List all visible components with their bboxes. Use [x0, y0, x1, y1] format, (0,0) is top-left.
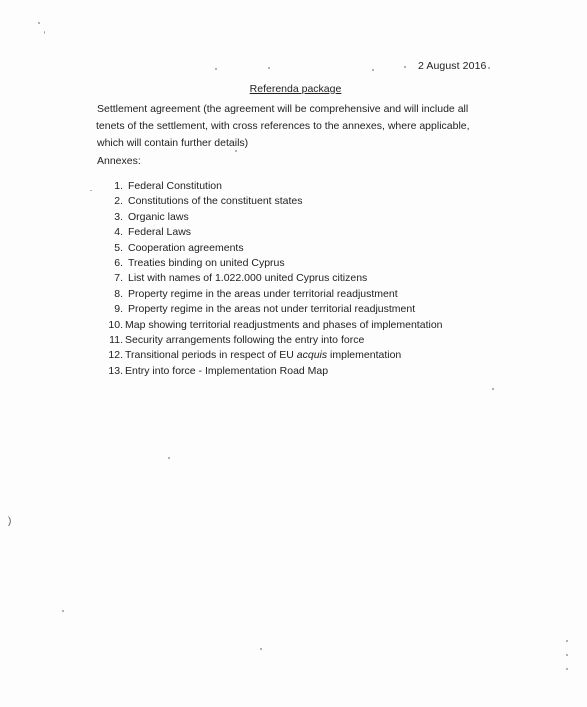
annex-text: Federal Constitution — [128, 180, 222, 192]
scan-speck — [62, 610, 64, 612]
scan-speck — [235, 150, 237, 152]
scan-speck — [404, 66, 406, 68]
annex-item — [104, 225, 443, 240]
annex-number: 3. — [114, 210, 123, 223]
scan-speck — [566, 668, 568, 670]
annex-number: 10. — [108, 318, 123, 331]
scan-speck — [566, 640, 568, 642]
scan-speck — [90, 190, 92, 191]
annexes-heading: Annexes: — [97, 155, 141, 167]
annex-text: Constitutions of the constituent states — [128, 195, 303, 208]
annex-text-italic: acquis — [296, 349, 328, 362]
annex-item — [104, 271, 443, 286]
annex-number: 1. — [114, 180, 123, 192]
annex-text: Entry into force - Implementation Road Map — [125, 364, 329, 377]
annex-number: 7. — [114, 272, 123, 285]
annex-number: 11. — [109, 333, 123, 346]
scan-speck — [566, 654, 568, 656]
annex-number: 6. — [114, 256, 123, 269]
annex-number: 4. — [114, 226, 123, 239]
scan-speck — [488, 67, 490, 69]
annex-text: Property regime in the areas under territorial readjustment — [128, 287, 398, 300]
scan-speck — [492, 388, 494, 390]
annex-text: Property regime in the areas not under territorial readjustment — [128, 303, 416, 316]
annex-item — [104, 364, 443, 379]
annex-item — [104, 302, 443, 317]
scan-speck — [372, 69, 374, 71]
annex-item — [104, 318, 443, 333]
annex-item — [104, 194, 443, 209]
annex-number: 9. — [114, 303, 123, 316]
annex-text: List with names of 1.022.000 united Cyprus citizens — [128, 272, 368, 285]
annex-text: Transitional periods in respect of EU — [125, 349, 297, 362]
intro-paragraph — [97, 101, 497, 152]
annex-text: Federal Laws — [128, 226, 192, 239]
margin-mark: ) — [8, 516, 12, 527]
annex-list — [104, 179, 443, 379]
annex-item — [104, 256, 443, 271]
document-title: Referenda package — [249, 83, 342, 95]
annex-text: Security arrangements following the entry into force — [125, 333, 365, 346]
scan-speck — [260, 648, 262, 650]
annex-number: 12. — [108, 349, 123, 362]
annex-text: Map showing territorial readjustments and phases of implementation — [125, 318, 443, 331]
intro-line: Settlement agreement (the agreement will be comprehensive and will include all — [97, 103, 469, 115]
annex-number: 8. — [114, 287, 123, 300]
intro-line: which will contain further details) — [97, 137, 249, 149]
scan-speck — [38, 22, 40, 24]
annex-text: implementation — [327, 349, 402, 362]
annex-text: Treaties binding on united Cyprus — [128, 256, 285, 269]
annex-item — [104, 241, 443, 256]
annex-item — [104, 210, 443, 225]
annex-item — [104, 348, 443, 363]
annex-number: 13. — [108, 364, 123, 377]
scan-speck — [268, 67, 270, 69]
annex-text: Cooperation agreements — [128, 241, 244, 254]
annex-number: 2. — [114, 195, 123, 208]
document-date: 2 August 2016 — [418, 60, 487, 72]
scan-speck — [168, 457, 170, 459]
scan-speck — [215, 68, 217, 70]
annex-text: Organic laws — [128, 210, 189, 223]
annex-number: 5. — [114, 241, 123, 254]
scan-speck — [44, 31, 45, 34]
annex-item — [104, 287, 443, 302]
annex-item — [104, 179, 443, 194]
intro-line: tenets of the settlement, with cross references to the annexes, where applicable, — [96, 120, 470, 132]
annex-item — [104, 333, 443, 348]
